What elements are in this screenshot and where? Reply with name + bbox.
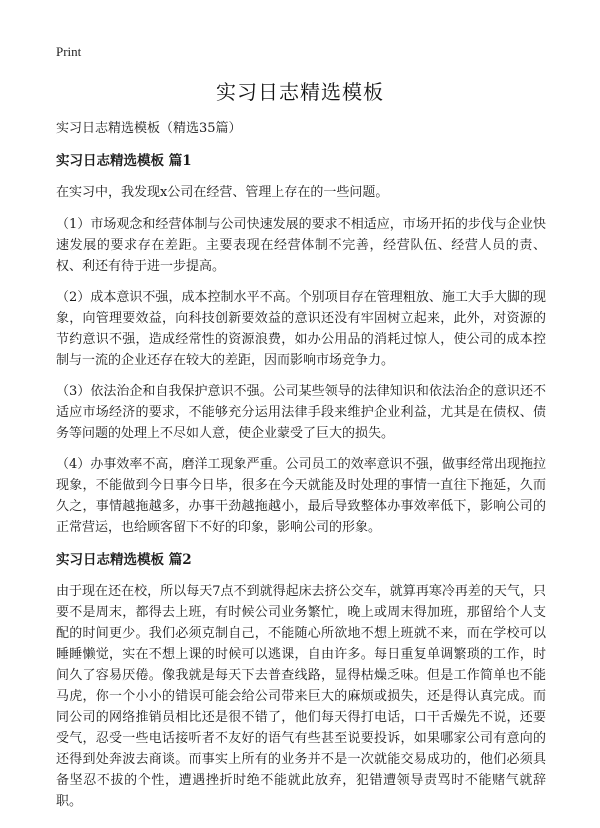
paragraph: 在实习中，我发现x公司在经营、管理上存在的一些问题。: [56, 185, 389, 200]
paragraph: （2）成本意识不强，成本控制水平不高。个别项目存在管理粗放、施工大手大脚的现象，向管理要效益，向科技创新要效益的意识还没有牢固树立起来，此外，对资源的节约意识不强，造成经常性的资源浪费，如办公用品的消耗过惊人，使公司的成本控制与一流的企业还存在较大的差距，因而影响市场竞争力。: [56, 290, 546, 368]
section-heading: 实习日志精选模板 篇1: [56, 153, 192, 169]
paragraph: 由于现在还在校，所以每天7点不到就得起床去挤公交车，就算再寒冷再差的天气，只要不是周末，都得去上班，有时候公司业务繁忙，晚上或周末得加班，那留给个人支配的时间更少。我们必须克制自己，不能随心所欲地不想上班就不来，而在学校可以睡睡懒觉，实在不想上课的时候可以逃课，自由许多。每日重复单调繁琐的工作，时间久了容易厌倦。像我就是每天下去普查线路，显得枯燥乏味。但是工作简单也不能马虎，你一个小小的错误可能会给公司带来巨大的麻烦或损失，还是得认真完成。而同公司的网络推销员相比还是很不错了，他们每天得打电话，口干舌燥先不说，还要受气，忍受一些电话接听者不友好的语气有些甚至说要投诉，如果哪家公司有意向的还得到处奔波去商谈。而事实上所有的业务并不是一次就能交易成功的，他们必须具备坚忍不拔的个性，遭遇挫折时绝不能就此放弃，犯错遭领导责骂时不能赌气就辞职。: [56, 584, 546, 809]
paragraph: （3）依法治企和自我保护意识不强。公司某些领导的法律知识和依法治企的意识还不适应市场经济的要求，不能够充分运用法律手段来维护企业利益，尤其是在债权、债务等问题的处理上不尽如人意，使企业蒙受了巨大的损失。: [56, 384, 546, 441]
paragraph: （1）市场观念和经营体制与公司快速发展的要求不相适应，市场开拓的步伐与企业快速发展的要求存在差距。主要表现在经营体制不完善，经营队伍、经营人员的责、权、利还有待于进一步提高。: [56, 217, 546, 274]
paragraph: （4）办事效率不高，磨洋工现象严重。公司员工的效率意识不强，做事经常出现拖拉现象，不能做到今日事今日毕，很多在今天就能及时处理的事情一直往下拖延，久而久之，事情越拖越多，办事干劲越拖越小，最后导致整体办事效率低下，影响公司的正常营运，也给顾客留下不好的印象，影响公司的形象。: [56, 457, 546, 535]
document-subtitle: 实习日志精选模板（精选35篇）: [56, 121, 242, 136]
document-body: [56, 118, 546, 822]
section-heading: 实习日志精选模板 篇2: [56, 552, 192, 568]
section-1: [56, 151, 546, 538]
section-2: [56, 550, 546, 812]
print-label: Print: [56, 44, 82, 59]
page-title: 实习日志精选模板: [216, 80, 384, 104]
